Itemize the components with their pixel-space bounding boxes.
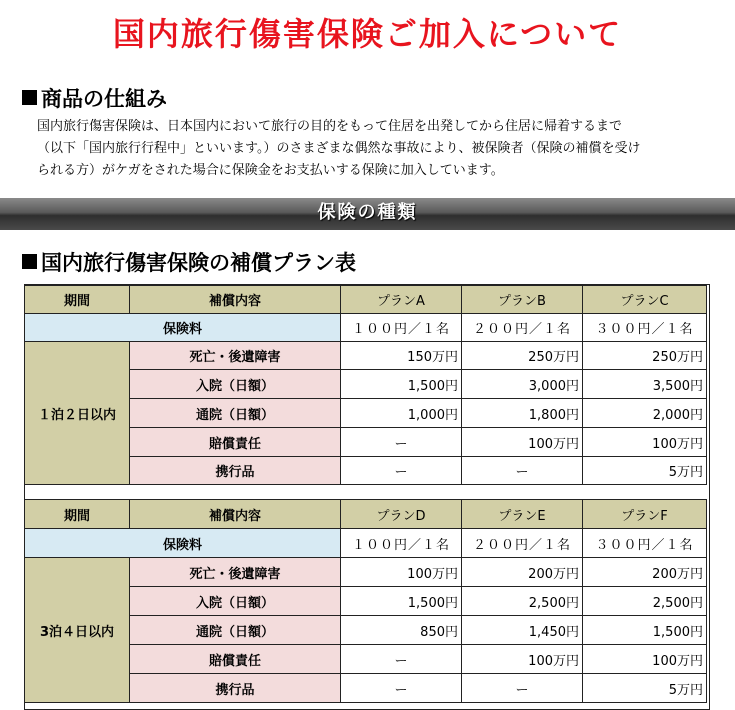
coverage-item: 携行品: [130, 457, 341, 485]
coverage-header: 補償内容: [130, 286, 341, 314]
fee-value: ２００円／１名: [462, 314, 583, 342]
description-line: られる方）がケガをされた場合に保険金をお支払いする保険に加入しています。: [37, 163, 504, 178]
plan-table-1: [24, 285, 707, 485]
fee-value: ３００円／１名: [583, 529, 707, 558]
coverage-item: 入院（日額）: [130, 370, 341, 399]
coverage-value: 2,000円: [583, 399, 707, 428]
coverage-value: 200万円: [583, 558, 707, 587]
coverage-value: 1,500円: [341, 587, 462, 616]
insurance-type-bar: [0, 198, 735, 230]
fee-label: 保険料: [25, 529, 341, 558]
coverage-value: ー: [462, 674, 583, 703]
page-title: 国内旅行傷害保険ご加入について: [112, 15, 623, 53]
plan-header: プランD: [341, 500, 462, 529]
description-line: （以下「国内旅行行程中」といいます。）のさまざまな偶然な事故により、被保険者（保険の補償を受け: [37, 141, 641, 156]
period-cell: １泊２日以内: [25, 342, 130, 485]
plan-header: プランF: [583, 500, 707, 529]
plan-header: プランA: [341, 286, 462, 314]
coverage-value: 850円: [341, 616, 462, 645]
period-header: 期間: [25, 500, 130, 529]
coverage-value: ー: [462, 457, 583, 485]
description-line: 国内旅行傷害保険は、日本国内において旅行の目的をもって住居を出発してから住居に帰着するまで: [37, 119, 623, 134]
coverage-value: 100万円: [462, 428, 583, 457]
coverage-value: 3,000円: [462, 370, 583, 399]
coverage-value: 1,500円: [583, 616, 707, 645]
fee-value: １００円／１名: [341, 314, 462, 342]
plan-header: プランB: [462, 286, 583, 314]
coverage-value: 1,800円: [462, 399, 583, 428]
section-heading-plans: [22, 250, 356, 276]
coverage-item: 賠償責任: [130, 428, 341, 457]
fee-value: ３００円／１名: [583, 314, 707, 342]
coverage-value: 5万円: [583, 457, 707, 485]
fee-value: １００円／１名: [341, 529, 462, 558]
coverage-item: 入院（日額）: [130, 587, 341, 616]
coverage-value: 100万円: [462, 645, 583, 674]
section-heading-text: 国内旅行傷害保険の補償プラン表: [41, 251, 356, 275]
plan-table-container: [24, 284, 710, 710]
coverage-value: 200万円: [462, 558, 583, 587]
coverage-value: 2,500円: [583, 587, 707, 616]
coverage-value: 150万円: [341, 342, 462, 370]
coverage-value: 100万円: [583, 645, 707, 674]
coverage-value: 2,500円: [462, 587, 583, 616]
insurance-type-bar-label: 保険の種類: [317, 202, 418, 223]
product-description: [37, 116, 717, 182]
coverage-value: 100万円: [341, 558, 462, 587]
fee-value: ２００円／１名: [462, 529, 583, 558]
section-heading-product: [22, 86, 167, 112]
section-heading-text: 商品の仕組み: [41, 87, 167, 111]
coverage-value: 3,500円: [583, 370, 707, 399]
coverage-item: 死亡・後遺障害: [130, 558, 341, 587]
coverage-value: 1,000円: [341, 399, 462, 428]
coverage-value: 100万円: [583, 428, 707, 457]
coverage-item: 死亡・後遺障害: [130, 342, 341, 370]
coverage-value: ー: [341, 428, 462, 457]
coverage-value: 250万円: [462, 342, 583, 370]
period-cell: 3泊４日以内: [25, 558, 130, 703]
coverage-value: ー: [341, 645, 462, 674]
plan-table-2: [24, 499, 707, 703]
coverage-header: 補償内容: [130, 500, 341, 529]
coverage-value: ー: [341, 674, 462, 703]
coverage-value: 250万円: [583, 342, 707, 370]
fee-label: 保険料: [25, 314, 341, 342]
coverage-item: 賠償責任: [130, 645, 341, 674]
coverage-value: 5万円: [583, 674, 707, 703]
period-header: 期間: [25, 286, 130, 314]
coverage-item: 通院（日額）: [130, 399, 341, 428]
coverage-value: ー: [341, 457, 462, 485]
square-bullet-icon: [22, 254, 37, 269]
plan-header: プランE: [462, 500, 583, 529]
coverage-item: 携行品: [130, 674, 341, 703]
coverage-value: 1,500円: [341, 370, 462, 399]
square-bullet-icon: [22, 90, 37, 105]
coverage-value: 1,450円: [462, 616, 583, 645]
plan-header: プランC: [583, 286, 707, 314]
coverage-item: 通院（日額）: [130, 616, 341, 645]
